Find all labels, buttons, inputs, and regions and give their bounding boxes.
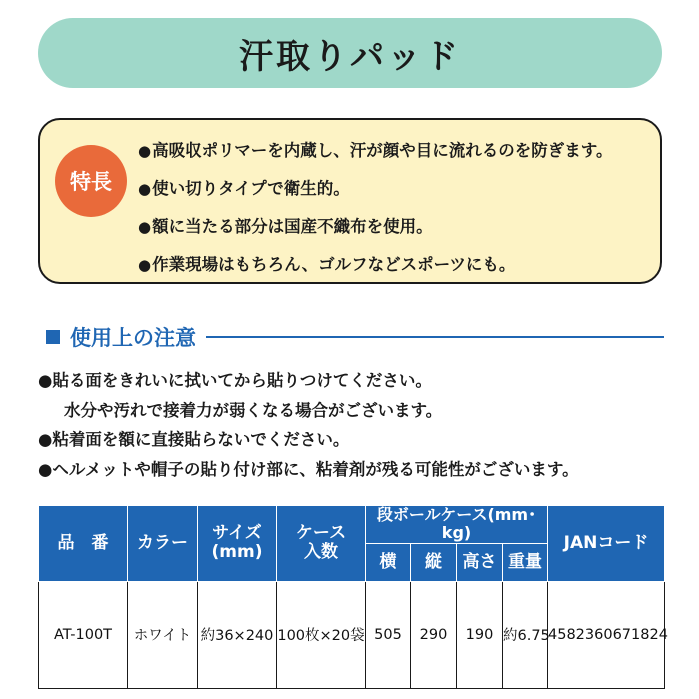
bullet-icon: ● [138, 180, 152, 198]
bullet-icon: ● [138, 256, 152, 274]
feature-item [138, 132, 612, 170]
caution-item-continued: 水分や汚れで接着力が弱くなる場合がございます。 [64, 400, 443, 420]
features-panel [38, 118, 662, 284]
cell-height: 190 [457, 581, 503, 688]
header-size [198, 506, 277, 582]
header-weight: 重量 [503, 543, 548, 581]
feature-text: 高吸収ポリマーを内蔵し、汗が顔や目に流れるのを防ぎます。 [152, 141, 613, 160]
bullet-icon: ● [138, 218, 152, 236]
cell-color: ホワイト [128, 581, 198, 688]
cautions-header [46, 322, 664, 352]
cell-length: 290 [411, 581, 457, 688]
header-width: 横 [366, 543, 411, 581]
header-size-unit: (mm) [211, 542, 263, 563]
cautions-heading: 使用上の注意 [70, 326, 196, 350]
feature-text: 額に当たる部分は国産不織布を使用。 [152, 217, 433, 236]
header-carton: 段ボールケース(mm･kg) [366, 506, 548, 544]
feature-item [138, 170, 612, 208]
page-title: 汗取りパッド [239, 36, 461, 77]
header-length: 縦 [411, 543, 457, 581]
features-list [138, 132, 612, 284]
header-case-qty [277, 506, 366, 582]
header-case-sub: 入数 [304, 542, 338, 563]
cell-case-qty: 100枚×20袋 [277, 581, 366, 688]
caution-item: ●貼る面をきれいに拭いてから貼りつけてください。 [38, 371, 432, 390]
header-color: カラー [128, 506, 198, 582]
square-icon [46, 330, 60, 344]
caution-item: ●粘着面を額に直接貼らないでください。 [38, 430, 350, 449]
cell-size: 約36×240 [198, 581, 277, 688]
caution-item: ●ヘルメットや帽子の貼り付け部に、粘着剤が残る可能性がございます。 [38, 459, 579, 479]
feature-text: 使い切りタイプで衛生的。 [152, 179, 350, 198]
table-row [39, 581, 665, 688]
feature-text: 作業現場はもちろん、ゴルフなどスポーツにも。 [152, 255, 516, 274]
header-product-no: 品 番 [39, 506, 128, 582]
header-height: 高さ [457, 543, 503, 581]
feature-item [138, 246, 612, 284]
spec-table [38, 505, 668, 689]
feature-item [138, 208, 612, 246]
title-banner [38, 18, 662, 88]
cell-product-no: AT-100T [39, 581, 128, 688]
header-case-label: ケース [295, 522, 347, 543]
header-size-label: サイズ [212, 522, 262, 543]
cell-width: 505 [366, 581, 411, 688]
features-badge: 特長 [55, 145, 127, 217]
header-jan: JANコード [548, 506, 665, 582]
cautions-list [38, 366, 579, 484]
cell-weight: 約6.75 [503, 581, 548, 688]
divider [206, 336, 664, 338]
cell-jan: 4582360671824 [548, 581, 665, 688]
bullet-icon: ● [138, 142, 152, 160]
